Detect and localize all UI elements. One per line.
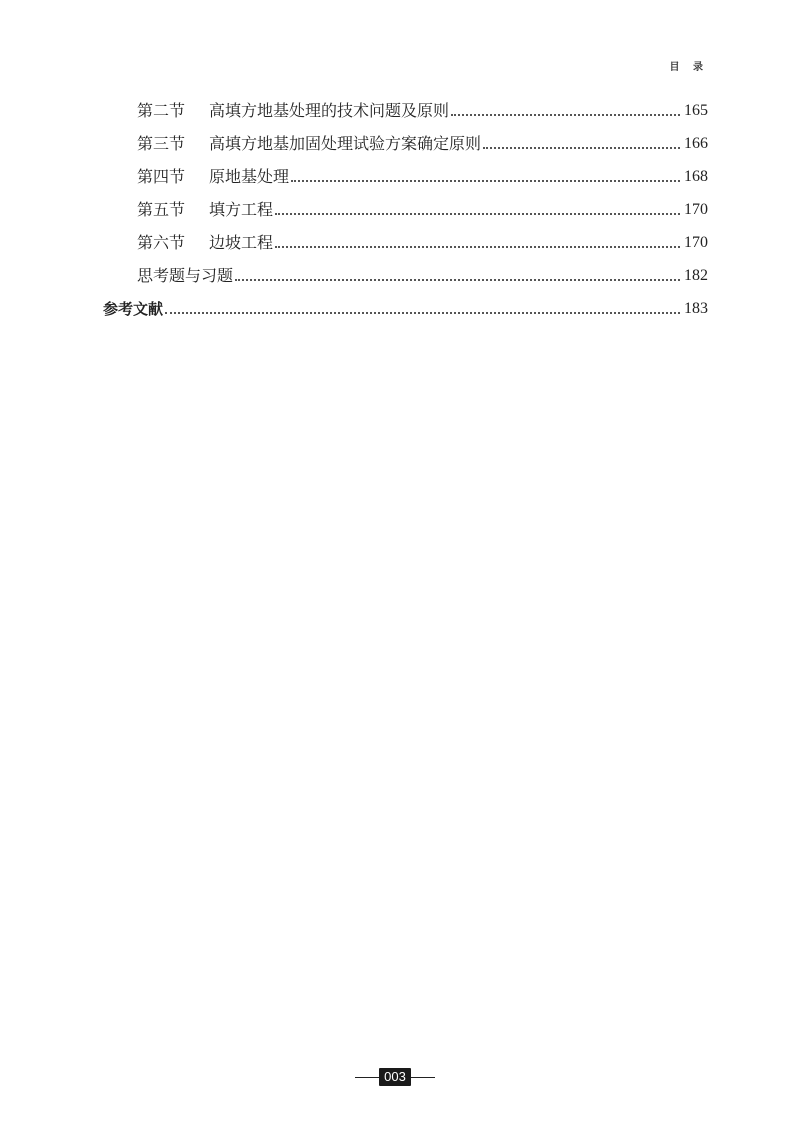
toc-title: 高填方地基加固处理试验方案确定原则: [209, 134, 482, 153]
toc-page-number: 170: [684, 201, 708, 218]
toc-entry: [0, 294, 708, 320]
toc-section-number: 第四节: [137, 167, 186, 186]
toc-entry: [0, 261, 708, 287]
toc-section-number: 第五节: [137, 200, 186, 219]
dot-leader: [235, 279, 680, 281]
toc-title: 高填方地基处理的技术问题及原则: [209, 101, 450, 120]
toc-entry: [0, 228, 708, 254]
toc-page-number: 166: [684, 135, 708, 152]
toc-entry: [0, 96, 708, 122]
page-footer: [0, 1067, 790, 1087]
toc-page-number: 170: [684, 234, 708, 251]
dot-leader: [275, 213, 680, 215]
toc-page-number: 183: [684, 300, 708, 317]
toc-entry: [0, 195, 708, 221]
toc-section-number: 第六节: [137, 233, 186, 252]
toc-entry: [0, 162, 708, 188]
dot-leader: [165, 312, 680, 314]
toc-page-number: 165: [684, 102, 708, 119]
footer-rule-right: [411, 1077, 435, 1078]
toc-section-number: 第三节: [137, 134, 186, 153]
toc-title: 参考文献: [103, 300, 164, 318]
toc-title: 思考题与习题: [137, 266, 234, 285]
dot-leader: [275, 246, 680, 248]
dot-leader: [291, 180, 680, 182]
toc-section-number: 第二节: [137, 101, 186, 120]
running-head: 目 录: [669, 62, 708, 73]
folio-page-number: 003: [379, 1068, 411, 1086]
dot-leader: [451, 114, 680, 116]
dot-leader: [483, 147, 680, 149]
toc-title: 填方工程: [209, 200, 274, 219]
toc-page-number: 168: [684, 168, 708, 185]
footer-rule-left: [355, 1077, 379, 1078]
toc-entry: [0, 129, 708, 155]
toc-page-number: 182: [684, 267, 708, 284]
toc-title: 边坡工程: [209, 233, 274, 252]
toc-title: 原地基处理: [209, 167, 290, 186]
